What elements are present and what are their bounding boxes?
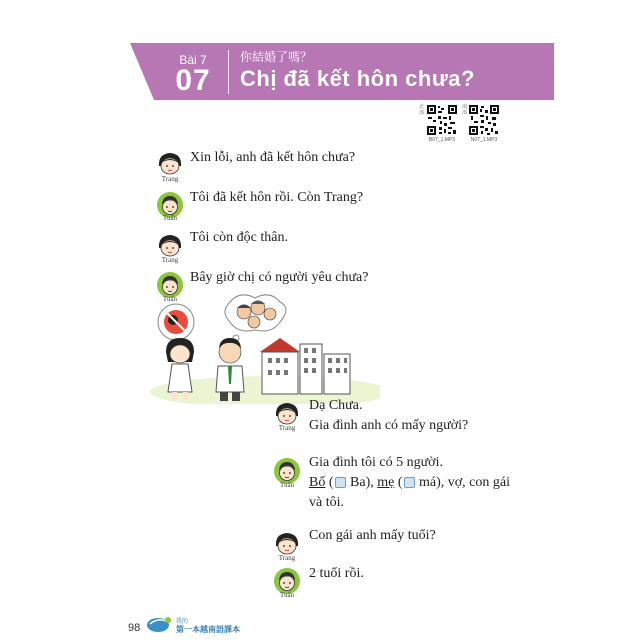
speaker-label: Trang [161,175,179,183]
vocab-variant: Ba) [350,475,371,490]
speaker-label: Tuấn [279,591,295,599]
page-number: 98 [128,622,141,634]
banner-tab [130,43,154,100]
vocab-audio-icon[interactable] [404,477,415,488]
dialogue-line: 2 tuổi rồi. [309,566,364,581]
vocab-variant: má), vợ, con gái [419,475,511,490]
chinese-title: 你結婚了嗎？ [240,50,313,64]
dialogue-line: Tôi đã kết hôn rồi. Còn Trang? [190,190,364,205]
speaker-label: Trang [278,554,296,562]
dialogue-line: và tôi. [309,495,344,510]
banner-divider [228,50,229,94]
speaker-label: Tuấn [162,214,178,222]
vietnamese-title: Chị đã kết hôn chưa? [240,66,475,91]
dialogue-line: Xin lỗi, anh đã kết hôn chưa? [190,150,356,165]
lesson-badge [160,43,226,100]
brand-small-text: 我的 [176,618,189,625]
vocab-word: mẹ [377,475,395,490]
vocab-word: Bố [309,475,326,490]
speaker-label: Tuấn [162,295,178,303]
lesson-label: Bài 7 [179,53,207,67]
dialogue-line: Bây giờ chị có người yêu chưa? [190,270,369,285]
dialogue-line-family: Bố ( Ba), mẹ ( má), vợ, con gái [309,475,511,490]
brand-title: 第一本越南語課本 [176,625,240,634]
trang-avatar-icon [155,148,185,178]
dialogue-line: Tôi còn độc thân. [190,230,288,245]
dialogue-line: Con gái anh mấy tuổi? [309,528,436,543]
qr-side-label-north: 北部 [419,104,425,116]
dialogue-line: Gia đình anh có mấy người? [309,418,469,433]
qr-label-north: B07_1.MP3 [428,137,456,143]
qr-label-south: N07_1.MP3 [470,137,498,143]
speaker-label: Tuấn [279,481,295,489]
speaker-label: Trang [161,256,179,264]
qr-side-label-south: 南部 [462,104,468,116]
speaker-label: Trang [278,424,296,432]
vocab-audio-icon[interactable] [335,477,346,488]
dialogue-line: Gia đình tôi có 5 người. [309,455,443,470]
illustration-couple-family [140,292,380,404]
qr-code-north-icon[interactable] [426,104,458,136]
brand-logo-icon [146,614,174,634]
qr-code-south-icon[interactable] [468,104,500,136]
lesson-number: 07 [175,64,211,97]
dialogue-line: Dạ Chưa. [309,398,363,413]
